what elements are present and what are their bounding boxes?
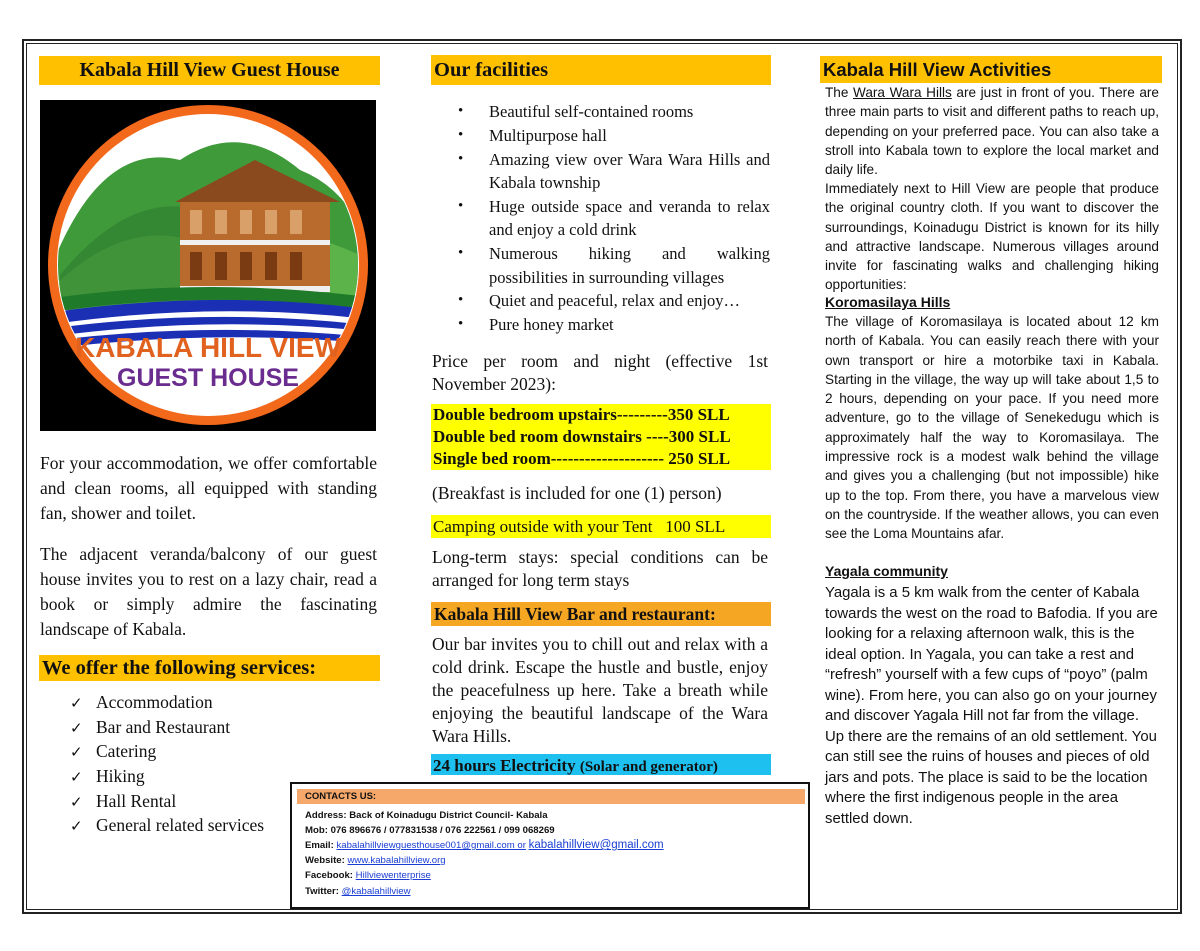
logo-illustration <box>40 100 376 431</box>
electricity-banner <box>431 754 771 775</box>
list-item: ✓ Accommodation <box>70 690 370 715</box>
bar-restaurant-heading: Kabala Hill View Bar and restaurant: <box>431 602 771 626</box>
surroundings-paragraph: Immediately next to Hill View are people that produce the original country cloth. If you want to discover the surroundings, Koinadugu District is known for its hilly and attractive landscape. Numerous villages around invite for fascinating walks and challenging hiking opportunities: <box>825 181 1159 293</box>
list-item: ✓ Hiking <box>70 764 370 789</box>
koromasilaya-paragraph: The village of Koromasilaya is located about 12 km north of Kabala. You can easily reach there with your own transport or hire a motorbike taxi in Kabala. Starting in the village, the way up will take about 1,5 to 2 hours, depending on your pace. If you need more adventure, go to the village of Senekedugu which is approximately half the way to Koromasilaya. The impressive rock is a modest walk behind the village and gives you a challenging (but not impossible) hike up to the top. From there, you have a marvelous view on the countryside. If the weather allows, you can even see the Loma Mountains afar. <box>825 314 1159 542</box>
contacts-heading: CONTACTS US: <box>297 789 805 804</box>
activities-intro: The Wara Wara Hills are just in front of you. There are three main parts to visit and different paths to reach up, depending on your preferred pace. You can also take a stroll into Kabala town to explore the local market and daily life. <box>825 85 1159 178</box>
twitter-link[interactable]: @kabalahillview <box>341 886 411 897</box>
list-item: • Quiet and peaceful, relax and enjoy… <box>458 289 770 313</box>
accommodation-paragraph: For your accommodation, we offer comfortable and clean rooms, all equipped with standing fan, shower and toilet. <box>40 453 377 523</box>
bar-paragraph: Our bar invites you to chill out and relax with a cold drink. Escape the hustle and bustle, enjoy the peacefulness up here. Take a breath while enjoying the beautiful landscape of the Wara Wara Hills. <box>432 634 768 746</box>
price-list <box>431 404 771 470</box>
contact-mobile: Mob: 076 896676 / 077831538 / 076 222561 / 099 068269 <box>305 825 555 836</box>
camping-price: Camping outside with your Tent 100 SLL <box>431 515 771 538</box>
facilities-list <box>458 100 770 337</box>
check-icon: ✓ <box>70 696 83 712</box>
electricity-note: (Solar and generator) <box>579 759 718 775</box>
contact-email-row: Email: kabalahillviewguesthouse001@gmail.com or kabalahillview@gmail.com <box>305 839 664 851</box>
price-intro: Price per room and night (effective 1st November 2023): <box>432 351 768 394</box>
facilities-heading: Our facilities <box>431 55 771 85</box>
price-row: Single bed room-------------------- 250 SLL <box>433 449 731 468</box>
wara-wara-hills-link: Wara Wara Hills <box>853 85 952 100</box>
list-item: ✓ General related services <box>70 813 370 838</box>
list-item: • Numerous hiking and walking possibilities in surrounding villages <box>458 242 770 289</box>
price-row: Double bedroom upstairs---------350 SLL <box>433 405 730 424</box>
guest-house-logo <box>40 100 376 431</box>
list-item: ✓ Hall Rental <box>70 789 370 814</box>
yagala-heading: Yagala community <box>825 563 948 579</box>
logo-text-line2: GUEST HOUSE <box>117 364 299 392</box>
contact-facebook-row: Facebook: Hillviewenterprise <box>305 870 431 881</box>
contact-website-row: Website: www.kabalahillview.org <box>305 855 446 866</box>
email-link-1[interactable]: kabalahillviewguesthouse001@gmail.com or <box>336 840 526 851</box>
website-link[interactable]: www.kabalahillview.org <box>347 855 446 866</box>
electricity-label: 24 hours Electricity <box>433 756 576 775</box>
list-item: ✓ Catering <box>70 739 370 764</box>
list-item: • Huge outside space and veranda to relax and enjoy a cold drink <box>458 195 770 242</box>
check-icon: ✓ <box>70 819 83 836</box>
price-row: Double bed room downstairs ----300 SLL <box>433 427 731 446</box>
check-icon: ✓ <box>70 794 83 811</box>
veranda-paragraph: The adjacent veranda/balcony of our guest house invites you to rest on a lazy chair, read a book or simply admire the fascinating landscape of Kabala. <box>40 544 377 639</box>
email-link-2[interactable]: kabalahillview@gmail.com <box>528 839 664 851</box>
list-item: ✓ Bar and Restaurant <box>70 715 370 740</box>
contact-twitter-row: Twitter: @kabalahillview <box>305 886 411 897</box>
check-icon: ✓ <box>70 770 83 787</box>
list-item: • Pure honey market <box>458 313 770 337</box>
activities-heading: Kabala Hill View Activities <box>820 56 1162 83</box>
check-icon: ✓ <box>70 745 83 762</box>
longterm-note: Long-term stays: special conditions can be arranged for long term stays <box>432 547 768 590</box>
contacts-box <box>290 782 810 909</box>
list-item: • Multipurpose hall <box>458 124 770 148</box>
services-heading: We offer the following services: <box>39 655 380 681</box>
list-item: • Amazing view over Wara Wara Hills and Kabala township <box>458 148 770 195</box>
koromasilaya-heading: Koromasilaya Hills <box>825 294 951 310</box>
guest-house-title: Kabala Hill View Guest House <box>39 56 380 85</box>
facebook-link[interactable]: Hillviewenterprise <box>355 870 431 881</box>
check-icon: ✓ <box>70 720 83 737</box>
breakfast-note: (Breakfast is included for one (1) person) <box>432 483 722 503</box>
logo-text-line1: KABALA HILL VIEW <box>75 332 341 363</box>
list-item: • Beautiful self-contained rooms <box>458 100 770 124</box>
yagala-paragraph: Yagala is a 5 km walk from the center of Kabala towards the west on the road to Bafodia. If you are looking for a relaxing afternoon walk, this is the ideal option. In Yagala, you can take a rest and “refresh” yourself with a few cups of “poyo” (palm wine). From here, you can also go on your journey and discover Yagala Hill not far from the village. Up there are the remains of an old settlement. You can still see the ruins of houses and pieces of old jars and pots. The place is said to be the location where the first indigenous people in the area settled down. <box>825 585 1158 827</box>
contact-address: Address: Back of Koinadugu District Council- Kabala <box>305 810 548 821</box>
